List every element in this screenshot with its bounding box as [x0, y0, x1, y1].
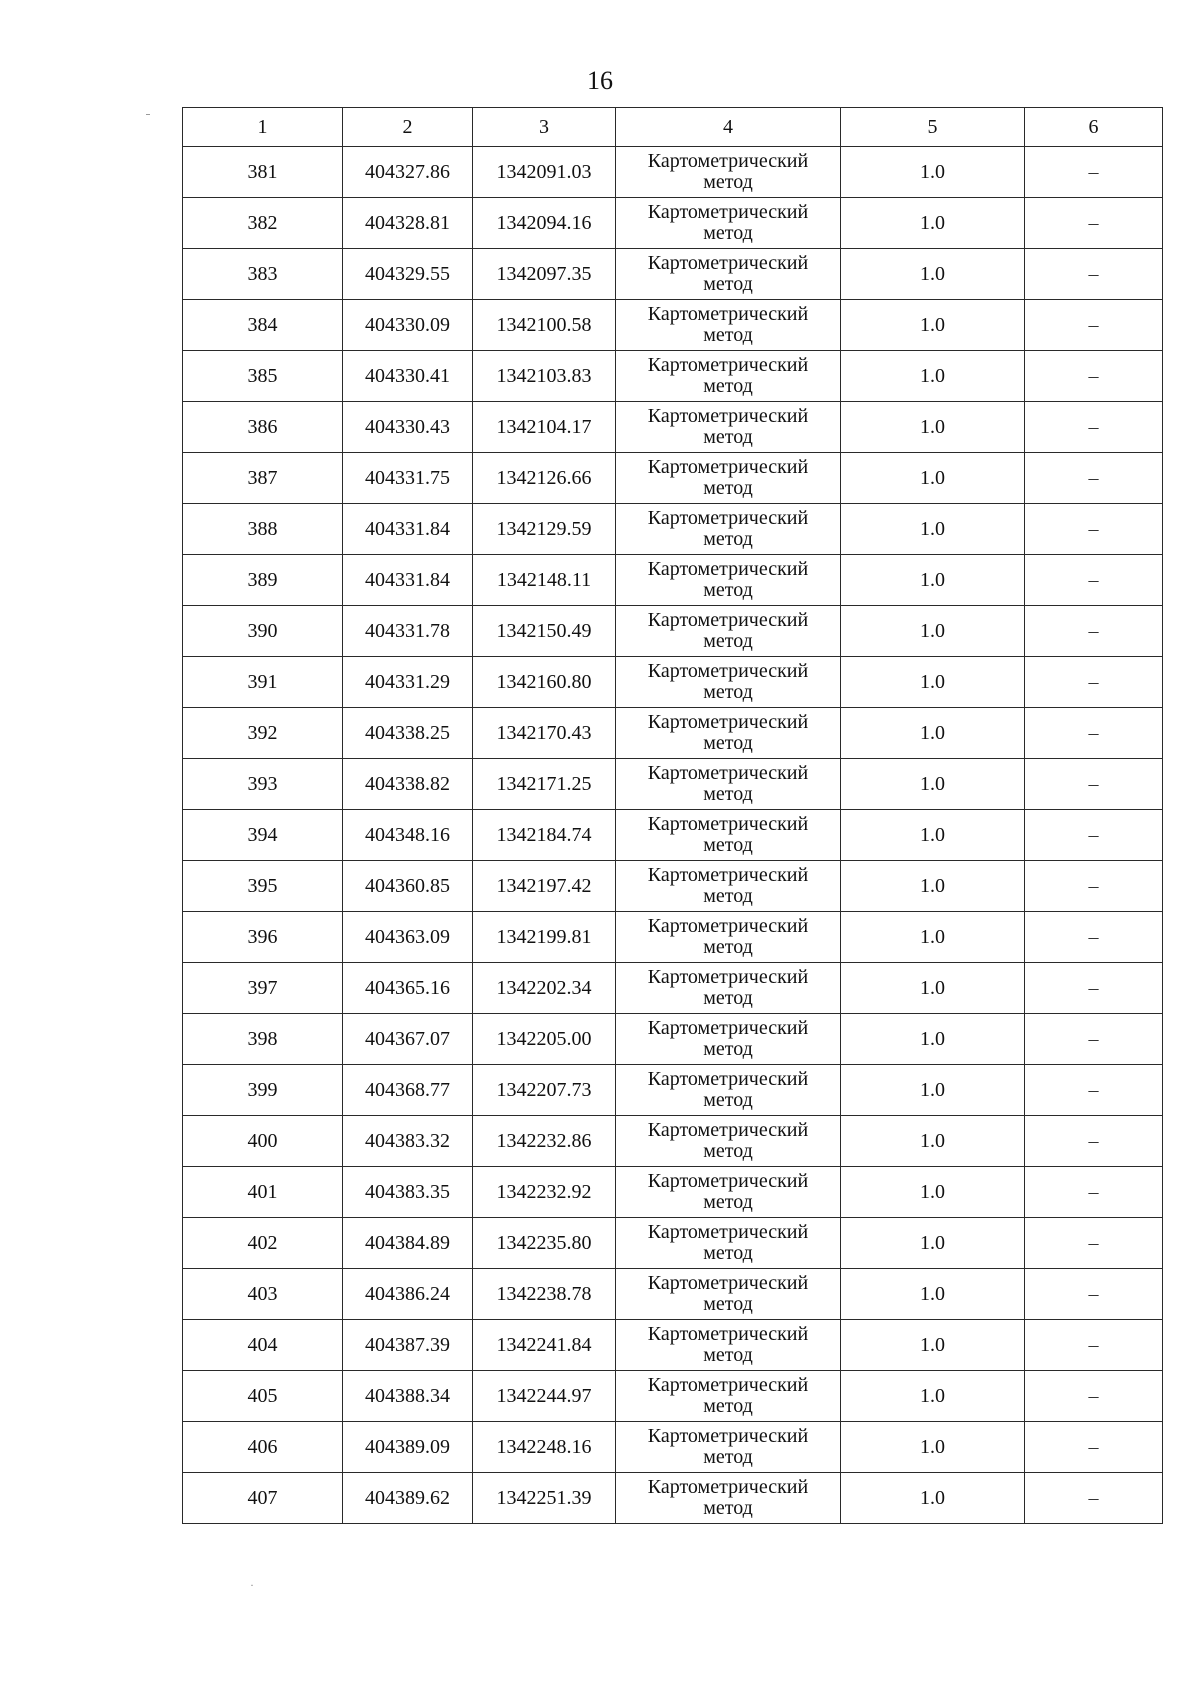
accuracy-cell: 1.0 [841, 708, 1025, 759]
method-line-1: Картометрический [647, 354, 809, 376]
point-number-cell: 393 [183, 759, 343, 810]
point-number-cell: 401 [183, 1167, 343, 1218]
note-cell: – [1025, 1371, 1163, 1422]
table-row [183, 1422, 1163, 1473]
method-cell [616, 708, 841, 759]
point-number-cell: 385 [183, 351, 343, 402]
y-coordinate-cell: 1342232.86 [473, 1116, 616, 1167]
accuracy-cell: 1.0 [841, 657, 1025, 708]
x-coordinate-cell: 404365.16 [343, 963, 473, 1014]
method-line-1: Картометрический [647, 762, 809, 784]
table-row [183, 198, 1163, 249]
table-body [183, 147, 1163, 1524]
method-line-2: метод [703, 528, 753, 550]
accuracy-cell: 1.0 [841, 198, 1025, 249]
point-number-cell: 396 [183, 912, 343, 963]
note-cell: – [1025, 606, 1163, 657]
method-line-1: Картометрический [647, 660, 809, 682]
note-cell: – [1025, 147, 1163, 198]
y-coordinate-cell: 1342248.16 [473, 1422, 616, 1473]
method-cell [616, 912, 841, 963]
x-coordinate-cell: 404386.24 [343, 1269, 473, 1320]
method-line-2: метод [703, 477, 753, 499]
accuracy-cell: 1.0 [841, 912, 1025, 963]
method-line-1: Картометрический [647, 609, 809, 631]
method-line-2: метод [703, 1497, 753, 1519]
table-row [183, 504, 1163, 555]
x-coordinate-cell: 404367.07 [343, 1014, 473, 1065]
method-cell [616, 810, 841, 861]
accuracy-cell: 1.0 [841, 963, 1025, 1014]
scan-artifact-mark: · [250, 1578, 254, 1592]
table-row [183, 1473, 1163, 1524]
y-coordinate-cell: 1342091.03 [473, 147, 616, 198]
point-number-cell: 400 [183, 1116, 343, 1167]
accuracy-cell: 1.0 [841, 249, 1025, 300]
table-row [183, 1269, 1163, 1320]
accuracy-cell: 1.0 [841, 147, 1025, 198]
y-coordinate-cell: 1342202.34 [473, 963, 616, 1014]
accuracy-cell: 1.0 [841, 1422, 1025, 1473]
method-cell [616, 249, 841, 300]
y-coordinate-cell: 1342097.35 [473, 249, 616, 300]
method-cell [616, 147, 841, 198]
y-coordinate-cell: 1342148.11 [473, 555, 616, 606]
page-number: 16 [587, 66, 613, 95]
x-coordinate-cell: 404360.85 [343, 861, 473, 912]
method-cell [616, 1269, 841, 1320]
point-number-cell: 389 [183, 555, 343, 606]
note-cell: – [1025, 198, 1163, 249]
accuracy-cell: 1.0 [841, 300, 1025, 351]
point-number-cell: 398 [183, 1014, 343, 1065]
table-row [183, 963, 1163, 1014]
note-cell: – [1025, 249, 1163, 300]
method-cell [616, 963, 841, 1014]
x-coordinate-cell: 404328.81 [343, 198, 473, 249]
y-coordinate-cell: 1342244.97 [473, 1371, 616, 1422]
method-line-2: метод [703, 171, 753, 193]
method-cell [616, 1065, 841, 1116]
accuracy-cell: 1.0 [841, 1473, 1025, 1524]
method-line-2: метод [703, 783, 753, 805]
y-coordinate-cell: 1342170.43 [473, 708, 616, 759]
y-coordinate-cell: 1342199.81 [473, 912, 616, 963]
table-row [183, 1371, 1163, 1422]
x-coordinate-cell: 404330.43 [343, 402, 473, 453]
method-cell [616, 759, 841, 810]
table-header-row [183, 108, 1163, 147]
header-col-1: 1 [183, 108, 343, 147]
method-cell [616, 1371, 841, 1422]
x-coordinate-cell: 404327.86 [343, 147, 473, 198]
method-line-2: метод [703, 222, 753, 244]
header-col-3: 3 [473, 108, 616, 147]
x-coordinate-cell: 404389.09 [343, 1422, 473, 1473]
point-number-cell: 402 [183, 1218, 343, 1269]
accuracy-cell: 1.0 [841, 351, 1025, 402]
accuracy-cell: 1.0 [841, 402, 1025, 453]
method-cell [616, 351, 841, 402]
accuracy-cell: 1.0 [841, 810, 1025, 861]
y-coordinate-cell: 1342251.39 [473, 1473, 616, 1524]
method-line-1: Картометрический [647, 1425, 809, 1447]
method-cell [616, 1167, 841, 1218]
note-cell: – [1025, 300, 1163, 351]
accuracy-cell: 1.0 [841, 555, 1025, 606]
method-line-1: Картометрический [647, 1221, 809, 1243]
y-coordinate-cell: 1342238.78 [473, 1269, 616, 1320]
point-number-cell: 386 [183, 402, 343, 453]
method-cell [616, 1320, 841, 1371]
table-row [183, 708, 1163, 759]
y-coordinate-cell: 1342184.74 [473, 810, 616, 861]
method-cell [616, 861, 841, 912]
method-line-1: Картометрический [647, 915, 809, 937]
note-cell: – [1025, 1116, 1163, 1167]
y-coordinate-cell: 1342103.83 [473, 351, 616, 402]
table-row [183, 351, 1163, 402]
note-cell: – [1025, 810, 1163, 861]
point-number-cell: 390 [183, 606, 343, 657]
accuracy-cell: 1.0 [841, 1014, 1025, 1065]
method-line-2: метод [703, 273, 753, 295]
y-coordinate-cell: 1342094.16 [473, 198, 616, 249]
y-coordinate-cell: 1342129.59 [473, 504, 616, 555]
method-cell [616, 504, 841, 555]
point-number-cell: 382 [183, 198, 343, 249]
y-coordinate-cell: 1342150.49 [473, 606, 616, 657]
note-cell: – [1025, 657, 1163, 708]
method-cell [616, 555, 841, 606]
y-coordinate-cell: 1342171.25 [473, 759, 616, 810]
coordinates-table [182, 107, 1163, 1524]
method-cell [616, 453, 841, 504]
x-coordinate-cell: 404348.16 [343, 810, 473, 861]
header-col-4: 4 [616, 108, 841, 147]
method-cell [616, 606, 841, 657]
note-cell: – [1025, 759, 1163, 810]
method-line-1: Картометрический [647, 1119, 809, 1141]
point-number-cell: 394 [183, 810, 343, 861]
accuracy-cell: 1.0 [841, 606, 1025, 657]
note-cell: – [1025, 708, 1163, 759]
method-line-2: метод [703, 1293, 753, 1315]
table-row [183, 1116, 1163, 1167]
method-line-2: метод [703, 579, 753, 601]
table-row [183, 402, 1163, 453]
method-line-1: Картометрический [647, 1170, 809, 1192]
header-col-5: 5 [841, 108, 1025, 147]
accuracy-cell: 1.0 [841, 861, 1025, 912]
y-coordinate-cell: 1342232.92 [473, 1167, 616, 1218]
method-line-2: метод [703, 987, 753, 1009]
note-cell: – [1025, 1422, 1163, 1473]
accuracy-cell: 1.0 [841, 1167, 1025, 1218]
x-coordinate-cell: 404330.41 [343, 351, 473, 402]
x-coordinate-cell: 404338.25 [343, 708, 473, 759]
method-cell [616, 1014, 841, 1065]
method-line-1: Картометрический [647, 1017, 809, 1039]
header-col-2: 2 [343, 108, 473, 147]
method-line-1: Картометрический [647, 252, 809, 274]
table-row [183, 249, 1163, 300]
method-line-1: Картометрический [647, 1374, 809, 1396]
x-coordinate-cell: 404331.84 [343, 504, 473, 555]
note-cell: – [1025, 912, 1163, 963]
table-row [183, 861, 1163, 912]
method-line-2: метод [703, 1038, 753, 1060]
table-row [183, 1320, 1163, 1371]
method-cell [616, 402, 841, 453]
accuracy-cell: 1.0 [841, 1116, 1025, 1167]
point-number-cell: 383 [183, 249, 343, 300]
method-line-2: метод [703, 936, 753, 958]
method-cell [616, 1218, 841, 1269]
x-coordinate-cell: 404388.34 [343, 1371, 473, 1422]
x-coordinate-cell: 404383.32 [343, 1116, 473, 1167]
x-coordinate-cell: 404331.84 [343, 555, 473, 606]
method-line-1: Картометрический [647, 405, 809, 427]
method-line-1: Картометрический [647, 1068, 809, 1090]
method-line-2: метод [703, 885, 753, 907]
x-coordinate-cell: 404363.09 [343, 912, 473, 963]
method-cell [616, 300, 841, 351]
header-col-6: 6 [1025, 108, 1163, 147]
y-coordinate-cell: 1342197.42 [473, 861, 616, 912]
point-number-cell: 381 [183, 147, 343, 198]
note-cell: – [1025, 861, 1163, 912]
point-number-cell: 407 [183, 1473, 343, 1524]
method-cell [616, 1116, 841, 1167]
method-line-1: Картометрический [647, 303, 809, 325]
method-line-1: Картометрический [647, 558, 809, 580]
table-row [183, 912, 1163, 963]
method-line-2: метод [703, 324, 753, 346]
method-line-1: Картометрический [647, 201, 809, 223]
accuracy-cell: 1.0 [841, 453, 1025, 504]
accuracy-cell: 1.0 [841, 1320, 1025, 1371]
table-row [183, 555, 1163, 606]
method-line-1: Картометрический [647, 456, 809, 478]
x-coordinate-cell: 404331.78 [343, 606, 473, 657]
y-coordinate-cell: 1342205.00 [473, 1014, 616, 1065]
table-row [183, 759, 1163, 810]
point-number-cell: 404 [183, 1320, 343, 1371]
table-row [183, 1218, 1163, 1269]
point-number-cell: 405 [183, 1371, 343, 1422]
note-cell: – [1025, 351, 1163, 402]
x-coordinate-cell: 404389.62 [343, 1473, 473, 1524]
point-number-cell: 391 [183, 657, 343, 708]
x-coordinate-cell: 404384.89 [343, 1218, 473, 1269]
point-number-cell: 403 [183, 1269, 343, 1320]
method-line-2: метод [703, 426, 753, 448]
note-cell: – [1025, 1269, 1163, 1320]
x-coordinate-cell: 404331.29 [343, 657, 473, 708]
table-row [183, 1167, 1163, 1218]
x-coordinate-cell: 404330.09 [343, 300, 473, 351]
table-row [183, 1065, 1163, 1116]
method-line-2: метод [703, 1446, 753, 1468]
y-coordinate-cell: 1342126.66 [473, 453, 616, 504]
x-coordinate-cell: 404383.35 [343, 1167, 473, 1218]
note-cell: – [1025, 453, 1163, 504]
note-cell: – [1025, 402, 1163, 453]
method-line-1: Картометрический [647, 1272, 809, 1294]
note-cell: – [1025, 1218, 1163, 1269]
method-line-1: Картометрический [647, 711, 809, 733]
method-line-1: Картометрический [647, 150, 809, 172]
accuracy-cell: 1.0 [841, 1371, 1025, 1422]
y-coordinate-cell: 1342207.73 [473, 1065, 616, 1116]
y-coordinate-cell: 1342104.17 [473, 402, 616, 453]
method-line-1: Картометрический [647, 1323, 809, 1345]
method-line-2: метод [703, 630, 753, 652]
point-number-cell: 384 [183, 300, 343, 351]
method-line-2: метод [703, 1191, 753, 1213]
method-cell [616, 657, 841, 708]
method-line-1: Картометрический [647, 1476, 809, 1498]
method-line-2: метод [703, 681, 753, 703]
y-coordinate-cell: 1342160.80 [473, 657, 616, 708]
note-cell: – [1025, 504, 1163, 555]
table-row [183, 453, 1163, 504]
note-cell: – [1025, 1065, 1163, 1116]
x-coordinate-cell: 404338.82 [343, 759, 473, 810]
table-row [183, 147, 1163, 198]
point-number-cell: 392 [183, 708, 343, 759]
note-cell: – [1025, 555, 1163, 606]
note-cell: – [1025, 1473, 1163, 1524]
method-line-1: Картометрический [647, 507, 809, 529]
method-line-2: метод [703, 1140, 753, 1162]
table-row [183, 1014, 1163, 1065]
x-coordinate-cell: 404368.77 [343, 1065, 473, 1116]
accuracy-cell: 1.0 [841, 759, 1025, 810]
accuracy-cell: 1.0 [841, 504, 1025, 555]
note-cell: – [1025, 1320, 1163, 1371]
accuracy-cell: 1.0 [841, 1065, 1025, 1116]
accuracy-cell: 1.0 [841, 1218, 1025, 1269]
x-coordinate-cell: 404387.39 [343, 1320, 473, 1371]
table-row [183, 606, 1163, 657]
point-number-cell: 406 [183, 1422, 343, 1473]
y-coordinate-cell: 1342241.84 [473, 1320, 616, 1371]
point-number-cell: 397 [183, 963, 343, 1014]
table-row [183, 810, 1163, 861]
point-number-cell: 387 [183, 453, 343, 504]
point-number-cell: 399 [183, 1065, 343, 1116]
method-cell [616, 1473, 841, 1524]
table-row [183, 657, 1163, 708]
x-coordinate-cell: 404331.75 [343, 453, 473, 504]
x-coordinate-cell: 404329.55 [343, 249, 473, 300]
method-line-2: метод [703, 1242, 753, 1264]
table-row [183, 300, 1163, 351]
method-line-2: метод [703, 1344, 753, 1366]
method-line-2: метод [703, 1395, 753, 1417]
note-cell: – [1025, 1014, 1163, 1065]
method-cell [616, 1422, 841, 1473]
method-line-2: метод [703, 732, 753, 754]
point-number-cell: 395 [183, 861, 343, 912]
method-line-2: метод [703, 834, 753, 856]
method-line-1: Картометрический [647, 864, 809, 886]
method-line-2: метод [703, 375, 753, 397]
point-number-cell: 388 [183, 504, 343, 555]
y-coordinate-cell: 1342235.80 [473, 1218, 616, 1269]
method-cell [616, 198, 841, 249]
method-line-2: метод [703, 1089, 753, 1111]
method-line-1: Картометрический [647, 813, 809, 835]
note-cell: – [1025, 1167, 1163, 1218]
scan-artifact-dot [146, 114, 150, 115]
y-coordinate-cell: 1342100.58 [473, 300, 616, 351]
accuracy-cell: 1.0 [841, 1269, 1025, 1320]
note-cell: – [1025, 963, 1163, 1014]
method-line-1: Картометрический [647, 966, 809, 988]
